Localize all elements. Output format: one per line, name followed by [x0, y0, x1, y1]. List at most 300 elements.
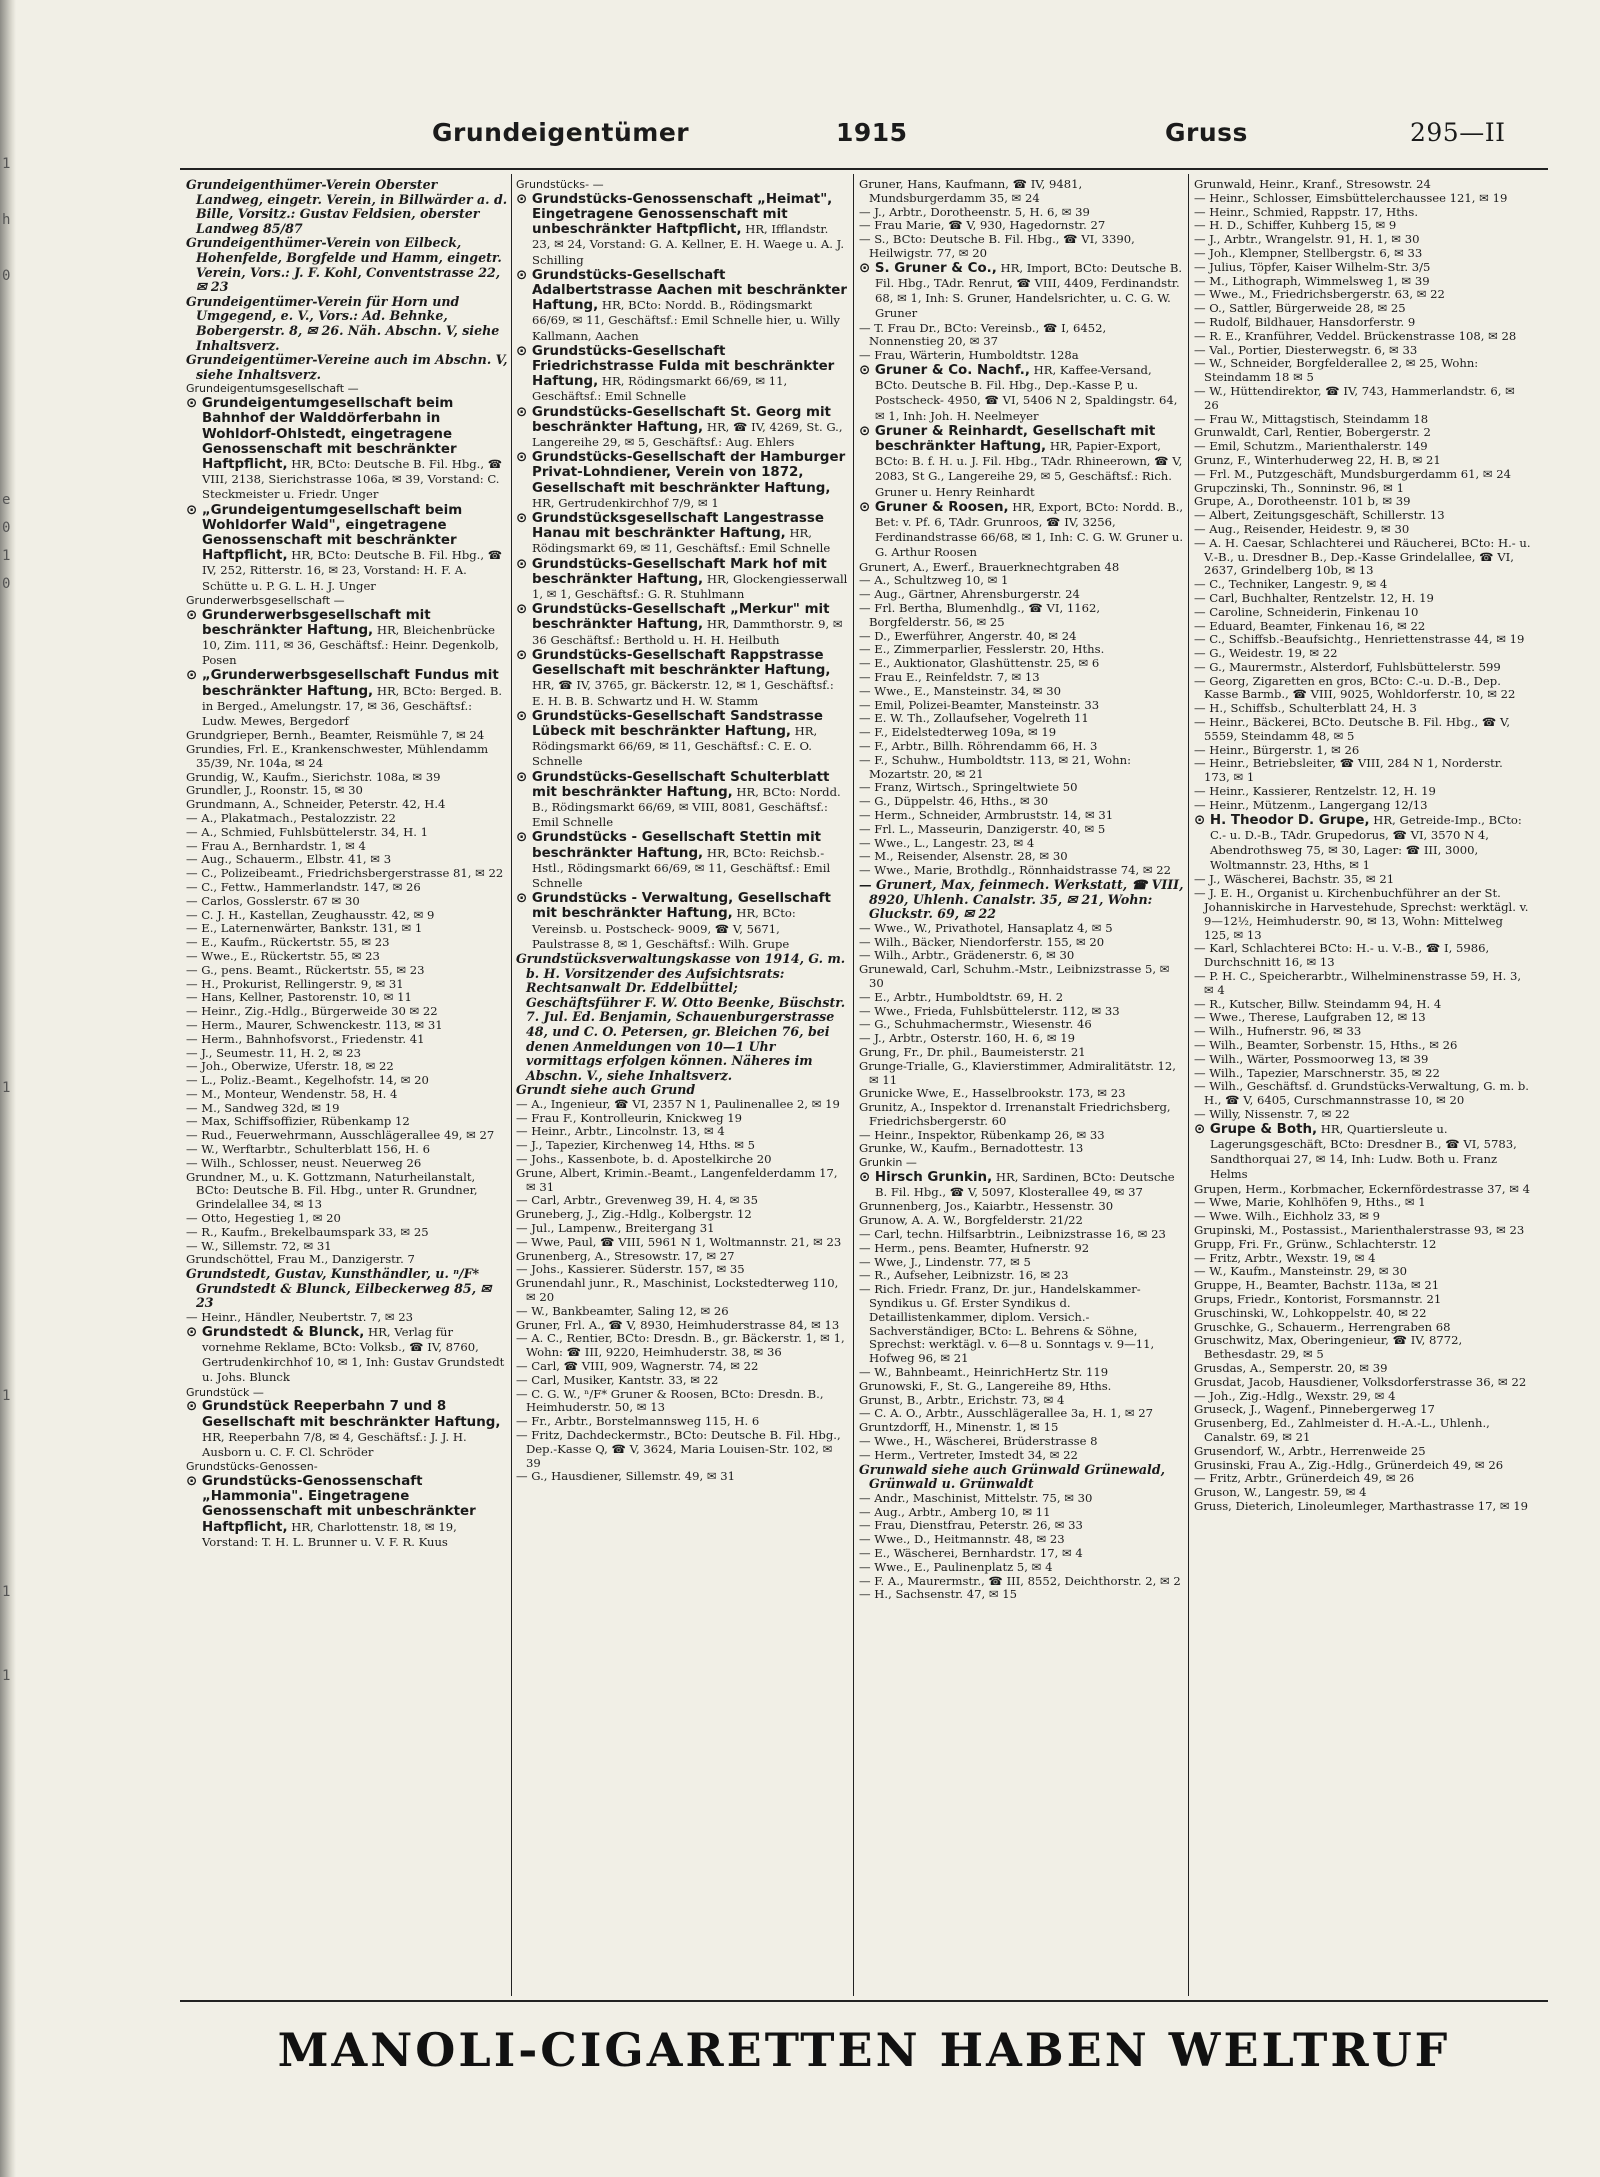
directory-entry: [516, 1112, 849, 1126]
entry-text: — G., Schuhmachermstr., Wiesenstr. 46: [859, 1017, 1092, 1032]
company-entry: [516, 511, 849, 557]
advertisement-banner: MANOLI-CIGARETTEN HABEN WELTRUF: [277, 2023, 1451, 2077]
entry-text: — G., Hausdiener, Sillemstr. 49, ✉ 31: [516, 1469, 736, 1484]
entry-text: — R. E., Kranführer, Veddel. Brückenstrasse 108, ✉ 28: [1194, 328, 1517, 343]
entry-text: — Wwe, J., Lindenstr. 77, ✉ 5: [859, 1254, 1031, 1269]
entry-text: Grunenberg, A., Stresowstr. 17, ✉ 27: [516, 1248, 735, 1263]
directory-entry: [516, 1429, 849, 1470]
directory-entry: [186, 909, 508, 923]
company-entry: [516, 192, 849, 268]
directory-entry: [186, 1088, 508, 1102]
entry-text: — Fritz, Arbtr., Grünerdeich 49, ✉ 26: [1194, 1471, 1415, 1486]
entry-text: Grundeigentümer-Verein für Horn und Umgegend, e. V., Vors.: Ad. Behnke, Bobergerstr. 8, ✉ 26. Näh. Abschn. V, siehe Inhaltsverz.: [186, 293, 500, 353]
directory-entry: [1194, 970, 1531, 998]
company-entry: [186, 668, 508, 729]
entry-details: HR, Glockengiesserwall 1, ✉ 1, Geschäftsf.: G. R. Stuhlmann: [532, 571, 848, 602]
directory-entry: [186, 867, 508, 881]
directory-entry: [186, 1019, 508, 1033]
directory-entry: [1194, 1321, 1531, 1335]
directory-entry: [1194, 1265, 1531, 1279]
entry-text: — C. G. W., ⁿ/F* Gruner & Roosen, BCto: Dresdn. B., Heimhuderstr. 50, ✉ 13: [516, 1386, 824, 1415]
header-section-title: Grundeigentümer: [432, 118, 690, 147]
directory-entry: [516, 1083, 849, 1098]
directory-entry: [859, 1283, 1184, 1366]
entry-text: — C., Schiffsb.-Beaufsichtg., Henriettenstrasse 44, ✉ 19: [1194, 632, 1525, 647]
company-entry: [186, 1325, 508, 1386]
entry-text: — F., Eidelstedterweg 109a, ✉ 19: [859, 725, 1057, 740]
directory-entry: [516, 1415, 849, 1429]
entry-text: — H. D., Schiffer, Kuhberg 15, ✉ 9: [1194, 218, 1397, 233]
entry-text: — D., Ewerführer, Angerstr. 40, ✉ 24: [859, 628, 1077, 643]
entry-text: — Herm., Vertreter, Imstedt 34, ✉ 22: [859, 1447, 1078, 1462]
directory-entry: [1194, 1053, 1531, 1067]
entry-text: Grundstedt, Gustav, Kunsthändler, u. ⁿ/F* Grundstedt & Blunck, Eilbeckerweg 85, ✉ 23: [186, 1266, 492, 1311]
entry-text: ⊙ Hirsch Grunkin,: [859, 1170, 993, 1186]
directory-entry: [1194, 1376, 1531, 1390]
directory-entry: [1194, 482, 1531, 496]
footer-rule: [180, 2000, 1548, 2002]
entry-text: — Grunert, Max, feinmech. Werkstatt, ☎ VIII, 8920, Uhlenh. Canalstr. 35, ✉ 21, Wohn: Gluckstr. 69, ✉ 22: [859, 876, 1184, 922]
entry-text: — M., Reisender, Alsenstr. 28, ✉ 30: [859, 849, 1068, 864]
directory-entry: [186, 743, 508, 771]
directory-entry: [1194, 426, 1531, 440]
directory-entry: [186, 1157, 508, 1171]
directory-entry: [1194, 316, 1531, 330]
entry-text: — Karl, Schlachterei BCto: H.- u. V.-B., ☎ I, 5986, Durchschnitt 16, ✉ 13: [1194, 941, 1490, 970]
entry-text: — Johs., Kassenbote, b. d. Apostelkirche 20: [516, 1152, 772, 1167]
directory-entry: [1194, 247, 1531, 261]
entry-text: Grundeigentümer-Vereine auch im Abschn. V, siehe Inhaltsverz.: [186, 352, 508, 382]
entry-text: — Rudolf, Bildhauer, Hansdorferstr. 9: [1194, 314, 1416, 329]
entry-text: Grunewald, Carl, Schuhm.-Mstr., Leibnizstrasse 5, ✉ 30: [859, 962, 1170, 990]
directory-entry: [516, 1277, 849, 1305]
adjacent-page-edge-text: 1 h 0 e 0 1 0 1 1 1 1: [2, 156, 11, 1684]
directory-entry: [859, 1588, 1184, 1602]
directory-entry: [1194, 620, 1531, 634]
directory-entry: [186, 1267, 508, 1311]
entry-text: Grundstück —: [186, 1385, 264, 1399]
company-entry: [1194, 1122, 1531, 1183]
entry-text: Grunwald, Heinr., Kranf., Stresowstr. 24: [1194, 178, 1431, 191]
entry-text: — Wwe, Paul, ☎ VIII, 5961 N 1, Woltmannstr. 21, ✉ 23: [516, 1234, 842, 1249]
entry-text: Grundler, J., Roonstr. 15, ✉ 30: [186, 783, 363, 798]
entry-text: — Emil, Schutzm., Marienthalerstr. 149: [1194, 439, 1428, 454]
directory-entry: [1194, 702, 1531, 716]
entry-text: Grundeigenthümer-Verein von Eilbeck, Hohenfelde, Borgfelde und Hamm, eingetr. Verein, Vors.: J. F. Kohl, Conventstrasse 22, ✉ 23: [186, 235, 502, 295]
company-entry: [859, 424, 1184, 500]
directory-entry: [516, 1305, 849, 1319]
entry-text: ⊙ Grundstücks - Gesellschaft Stettin mit beschränkter Haftung,: [516, 830, 822, 861]
entry-text: ⊙ Gruner & Roosen,: [859, 499, 1009, 515]
directory-entry: [859, 630, 1184, 644]
company-entry: [516, 268, 849, 344]
directory-entry: [186, 840, 508, 854]
directory-entry: [186, 895, 508, 909]
entry-details: HR, Papier-Export, BCto: B. f. H. u. J. Fil. Hbg., TAdr. Rhineerown, ☎ V, 2083, St G., Langereihe 29, ✉ 5, Geschäftsf.: Rich. Gruner u. Henry Reinhardt: [875, 439, 1183, 499]
directory-entry: [516, 1139, 849, 1153]
directory-entry: [859, 1435, 1184, 1449]
directory-entry: [859, 1228, 1184, 1242]
directory-entry: [516, 1194, 849, 1208]
entry-text: Grunwald siehe auch Grünwald Grünewald, Grünwald u. Grünwaldt: [859, 1461, 1166, 1492]
entry-text: ⊙ Grundstücks-Genossenschaft „Hammonia". Eingetragene Genossenschaft mit unbeschränkter Haftpflicht,: [186, 1474, 476, 1535]
directory-entry: [859, 1256, 1184, 1270]
entry-text: Gruschinski, W., Lohkoppelstr. 40, ✉ 22: [1194, 1305, 1427, 1320]
directory-entry: [859, 781, 1184, 795]
directory-entry: [859, 726, 1184, 740]
entry-text: — R., Aufseher, Leibnizstr. 16, ✉ 23: [859, 1268, 1069, 1283]
entry-text: Grundeigentumsgesellschaft —: [186, 382, 359, 396]
entry-details: HR, Ifflandstr. 23, ✉ 24, Vorstand: G. A. Kellner, E. H. Waege u. A. J. Schilling: [532, 222, 845, 267]
company-entry: [186, 396, 508, 502]
company-entry: [516, 891, 849, 952]
entry-text: Grundner, M., u. K. Gottzmann, Naturheilanstalt, BCto: Deutsche B. Fil. Hbg., unter R. Grundner, Grindelallee 34, ✉ 13: [186, 1169, 478, 1212]
directory-entry: [1194, 1039, 1531, 1053]
directory-entry: [1194, 1459, 1531, 1473]
directory-entry: [1194, 744, 1531, 758]
entry-details: HR, Gertrudenkirchhof 7/9, ✉ 1: [532, 495, 719, 510]
entry-text: — Georg, Zigaretten en gros, BCto: C.-u. D.-B., Dep. Kasse Barmb., ☎ VIII, 9025, Wohldorferstr. 10, ✉ 22: [1194, 673, 1516, 702]
entry-text: — Otto, Hegestieg 1, ✉ 20: [186, 1211, 341, 1226]
entry-text: — Frl. M., Putzgeschäft, Mundsburgerdamm 61, ✉ 24: [1194, 466, 1512, 481]
header-catchword: Gruss: [1165, 118, 1248, 147]
entry-text: — Julius, Töpfer, Kaiser Wilhelm-Str. 3/5: [1194, 259, 1431, 274]
entry-text: — Carlos, Gosslerstr. 67 ✉ 30: [186, 893, 360, 908]
entry-text: — Heinr., Schlosser, Eimsbüttelerchaussee 121, ✉ 19: [1194, 190, 1508, 205]
entry-details: HR, Sardinen, BCto: Deutsche B. Fil. Hbg., ☎ V, 5097, Klosterallee 49, ✉ 37: [875, 1170, 1175, 1200]
entry-text: — Aug., Arbtr., Amberg 10, ✉ 11: [859, 1504, 1051, 1519]
directory-entry: [186, 826, 508, 840]
directory-entry: [186, 853, 508, 867]
directory-entry: [859, 1421, 1184, 1435]
entry-text: — Frau, Wärterin, Humboldtstr. 128a: [859, 348, 1079, 363]
directory-entry: [1194, 578, 1531, 592]
entry-text: — Johs., Kassierer. Süderstr. 157, ✉ 35: [516, 1262, 745, 1277]
directory-entry: [1194, 509, 1531, 523]
directory-entry: [1194, 1293, 1531, 1307]
directory-entry: [516, 1125, 849, 1139]
entry-details: HR, BCto: Vereinsb. u. Postscheck- 9009, ☎ V, 5671, Paulstrasse 8, ✉ 1, Geschäftsf.: Wilh. Grupe: [532, 906, 796, 951]
entry-text: Grunnenberg, Jos., Kaiarbtr., Hessenstr. 30: [859, 1199, 1114, 1214]
entry-text: — J. E. H., Organist u. Kirchenbuchführer an der St. Johanniskirche in Harvestehude, Sprechst: werktägl. v. 9—12½, Heimhuderstr. 90, ✉ 13, Wohn: Mittelweg 125, ✉ 13: [1194, 886, 1529, 942]
directory-entry: [859, 795, 1184, 809]
entry-text: Grundstücksverwaltungskasse von 1914, G. m. b. H. Vorsitzender des Aufsichtsrats: Rechtsanwalt Dr. Eddelbüttel; Geschäftsführer F. W. Otto Beenke, Büschstr. 7. Jul. Ed. Benjamin, Schauenburgerstrasse 48, und C. O. Petersen, gr. Bleichen 76, bei denen Anmeldungen von 10—1 Uhr vormittags erfolgen können. Näheres im Abschn. V., siehe Inhaltsverz.: [516, 950, 846, 1083]
entry-text: — Fritz, Arbtr., Wexstr. 19, ✉ 4: [1194, 1250, 1376, 1265]
directory-entry: [859, 233, 1184, 261]
company-entry: [859, 363, 1184, 424]
company-entry: [186, 1399, 508, 1460]
entry-text: — Frau Marie, ☎ V, 930, Hagedornstr. 27: [859, 218, 1106, 233]
entry-text: ⊙ Grunderwerbsgesellschaft mit beschränkter Haftung,: [186, 607, 431, 638]
directory-entry: [859, 1463, 1184, 1492]
entry-text: Grupen, Herm., Korbmacher, Eckernfördestrasse 37, ✉ 4: [1194, 1181, 1530, 1196]
entry-text: — Joh., Klempner, Stellbergstr. 6, ✉ 33: [1194, 245, 1423, 260]
directory-entry: [859, 1547, 1184, 1561]
entry-text: — Carl, Buchhalter, Rentzelstr. 12, H. 19: [1194, 590, 1434, 605]
directory-entry: [516, 1470, 849, 1484]
directory-entry: [516, 1332, 849, 1360]
directory-entry: [1194, 440, 1531, 454]
entry-text: — Wilh., Geschäftsf. d. Grundstücks-Verwaltung, G. m. b. H., ☎ V, 6405, Curschmannstrasse 10, ✉ 20: [1194, 1079, 1529, 1108]
entry-text: — Fritz, Dachdeckermstr., BCto: Deutsche B. Fil. Hbg., Dep.-Kasse Q, ☎ V, 3624, Maria Louisen-Str. 102, ✉ 39: [516, 1428, 841, 1470]
entry-details: HR, Rödingsmarkt 66/69, ✉ 11, Geschäftsf.: C. E. O. Schnelle: [532, 723, 818, 769]
company-entry: [516, 450, 849, 511]
directory-entry: [186, 1226, 508, 1240]
directory-entry: [859, 1407, 1184, 1421]
entry-text: Grundig, W., Kaufm., Sierichstr. 108a, ✉ 39: [186, 769, 441, 784]
entry-text: — Wwe., E., Rückertstr. 55, ✉ 23: [186, 948, 380, 963]
directory-entry: [186, 1115, 508, 1129]
directory-entry: [859, 823, 1184, 837]
entry-text: — Rud., Feuerwehrmann, Ausschlägerallee 49, ✉ 27: [186, 1128, 495, 1143]
entry-text: — Wilh., Hufnerstr. 96, ✉ 33: [1194, 1024, 1362, 1039]
entry-text: Grunderwerbsgesellschaft —: [186, 593, 345, 607]
section-heading: [186, 382, 508, 396]
entry-text: — Val., Portier, Diesterwegstr. 6, ✉ 33: [1194, 342, 1418, 357]
directory-entry: [186, 1005, 508, 1019]
directory-entry: [859, 1046, 1184, 1060]
directory-entry: [859, 1506, 1184, 1520]
entry-details: HR, Kaffee-Versand, BCto. Deutsche B. Fil. Hbg., Dep.-Kasse P, u. Postscheck- 4950, ☎ VI, 5406 N 2, Spaldingstr. 64, ✉ 1, Inh: Joh. H. Neelmeyer: [875, 362, 1178, 423]
directory-entry: [1194, 675, 1531, 703]
company-entry: [186, 1474, 508, 1550]
directory-entry: [859, 754, 1184, 782]
company-entry: [516, 709, 849, 770]
header-year: 1915: [836, 118, 908, 147]
entry-text: Grunst, B., Arbtr., Erichstr. 73, ✉ 4: [859, 1392, 1065, 1407]
entry-text: — A., Schmied, Fuhlsbüttelerstr. 34, H. 1: [186, 824, 429, 839]
entry-text: ⊙ „Grunderwerbsgesellschaft Fundus mit beschränkter Haftung,: [186, 668, 499, 699]
directory-entry: [1194, 344, 1531, 358]
entry-text: — F. A., Maurermstr., ☎ III, 8552, Deichthorstr. 2, ✉ 2: [859, 1573, 1181, 1588]
entry-text: — J., Arbtr., Osterstr. 160, H. 6, ✉ 19: [859, 1031, 1076, 1046]
directory-entry: [859, 1060, 1184, 1088]
entry-text: — L., Poliz.-Beamt., Kegelhofstr. 14, ✉ 20: [186, 1073, 429, 1088]
entry-text: — Carl, techn. Hilfsarbtrin., Leibnizstrasse 16, ✉ 23: [859, 1227, 1166, 1242]
entry-details: HR, Getreide-Imp., BCto: C.- u. D.-B., TAdr. Grupedorus, ☎ VI, 3570 N 4, Abendrothsweg 75, ✉ 30, Lager: ☎ III, 3000, Woltmannstr. 23, Hths, ✉ 1: [1210, 812, 1522, 873]
directory-entry: [859, 1214, 1184, 1228]
entry-text: Grunowski, F., St. G., Langereihe 89, Hths.: [859, 1378, 1112, 1393]
entry-text: — Frl. L., Masseurin, Danzigerstr. 40, ✉ 5: [859, 821, 1106, 836]
directory-entry: [186, 1171, 508, 1212]
directory-entry: [186, 729, 508, 743]
section-heading: [859, 1156, 1184, 1170]
directory-entry: [1194, 592, 1531, 606]
directory-entry: [859, 991, 1184, 1005]
directory-entry: [1194, 1307, 1531, 1321]
entry-details: HR, ☎ IV, 3765, gr. Bäckerstr. 12, ✉ 1, Geschäftsf.: E. H. B. B. Schwartz und H. W. Stamm: [532, 678, 834, 708]
entry-text: — Heinr., Bäckerei, BCto. Deutsche B. Fil. Hbg., ☎ V, 5559, Steindamm 48, ✉ 5: [1194, 715, 1511, 743]
entry-text: — Heinr., Inspektor, Rübenkamp 26, ✉ 33: [859, 1127, 1105, 1142]
entry-text: ⊙ Gruner & Reinhardt, Gesellschaft mit beschränkter Haftung,: [859, 423, 1156, 454]
entry-details: HR, Verlag für vornehme Reklame, BCto: Volksb., ☎ IV, 8760, Gertrudenkirchhof 10, ✉ 1, Inh: Gustav Grundstedt u. Johs. Blunck: [202, 1324, 505, 1385]
entry-text: ⊙ Grundstücks - Verwaltung, Gesellschaft mit beschränkter Haftung,: [516, 891, 831, 922]
entry-text: — Herm., Bahnhofsvorst., Friedenstr. 41: [186, 1031, 425, 1046]
directory-entry: [516, 1374, 849, 1388]
entry-text: Grupe, A., Dorotheenstr. 101 b, ✉ 39: [1194, 494, 1411, 509]
entry-text: — G., Weidestr. 19, ✉ 22: [1194, 646, 1338, 661]
company-entry: [1194, 813, 1531, 874]
directory-entry: [859, 178, 1184, 206]
company-entry: [859, 500, 1184, 561]
entry-details: HR, ☎ IV, 4269, St. G., Langereihe 29, ✉ 5, Geschäftsf.: Aug. Ehlers: [532, 419, 843, 450]
entry-text: Grunkin —: [859, 1156, 917, 1170]
directory-entry: [1194, 219, 1531, 233]
directory-entry: [859, 712, 1184, 726]
company-entry: [516, 405, 849, 451]
entry-text: — J., Seumestr. 11, H. 2, ✉ 23: [186, 1045, 361, 1060]
entry-text: Gruseck, J., Wagenf., Pinnebergerweg 17: [1194, 1402, 1435, 1417]
entry-text: — Franz, Wirtsch., Springeltwiete 50: [859, 780, 1078, 795]
directory-entry: [859, 1087, 1184, 1101]
entry-text: ⊙ S. Gruner & Co.,: [859, 260, 997, 276]
directory-entry: [186, 922, 508, 936]
directory-entry: [1194, 275, 1531, 289]
entry-text: — H., Sachsenstr. 47, ✉ 15: [859, 1587, 1018, 1602]
page-header: [180, 118, 1548, 158]
directory-entry: [1194, 495, 1531, 509]
entry-details: HR, BCto: Nordd. B., Rödingsmarkt 66/69, ✉ 11, Geschäftsf.: Emil Schnelle hier, u. Willy Kallmann, Aachen: [532, 298, 840, 343]
directory-entry: [186, 812, 508, 826]
directory-entry: [186, 236, 508, 294]
directory-entry: [859, 850, 1184, 864]
directory-column-1: [186, 178, 508, 1993]
entry-text: — Wilh., Bäcker, Niendorferstr. 155, ✉ 20: [859, 934, 1105, 949]
directory-entry: [516, 1319, 849, 1333]
entry-text: — W., Schneider, Borgfelderallee 2, ✉ 25, Wohn: Steindamm 18 ✉ 5: [1194, 356, 1479, 385]
directory-entry: [186, 1311, 508, 1325]
entry-text: Grundt siehe auch Grund: [516, 1082, 696, 1098]
entry-text: — Caroline, Schneiderin, Finkenau 10: [1194, 604, 1419, 619]
directory-entry: [859, 671, 1184, 685]
entry-text: — Wwe., H., Wäscherei, Brüderstrasse 8: [859, 1434, 1098, 1449]
directory-entry: [859, 1018, 1184, 1032]
directory-entry: [859, 1380, 1184, 1394]
entry-details: HR, BCto: Deutsche B. Fil. Hbg., ☎ IV, 252, Ritterstr. 16, ✉ 23, Vorstand: H. F. A. Schütte u. P. G. L. H. J. Unger: [202, 548, 503, 593]
directory-entry: [516, 1263, 849, 1277]
directory-entry: [859, 206, 1184, 220]
entry-text: — H., Schiffsb., Schulterblatt 24, H. 3: [1194, 701, 1417, 716]
company-entry: [859, 261, 1184, 322]
directory-entry: [1194, 1445, 1531, 1459]
entry-text: ⊙ Grundstücks-Gesellschaft Rappstrasse Gesellschaft mit beschränkter Haftung,: [516, 647, 831, 679]
directory-entry: [1194, 233, 1531, 247]
section-heading: [186, 1386, 508, 1400]
entry-text: — E. W. Th., Zollaufseher, Vogelreth 11: [859, 711, 1089, 726]
directory-entry: [859, 1561, 1184, 1575]
entry-text: — Andr., Maschinist, Mittelstr. 75, ✉ 30: [859, 1490, 1093, 1505]
entry-text: — Joh., Oberwize, Uferstr. 18, ✉ 22: [186, 1059, 394, 1074]
directory-entry: [1194, 385, 1531, 413]
entry-text: — F., Schuhw., Humboldtstr. 113, ✉ 21, Wohn: Mozartstr. 20, ✉ 21: [859, 752, 1131, 781]
directory-entry: [859, 1575, 1184, 1589]
directory-entry: [186, 881, 508, 895]
entry-text: — Wwe., Therese, Laufgraben 12, ✉ 13: [1194, 1010, 1426, 1025]
page-number: 295—II: [1410, 118, 1506, 147]
directory-entry: [859, 963, 1184, 991]
entry-text: — W., Sillemstr. 72, ✉ 31: [186, 1238, 332, 1253]
directory-entry: [859, 561, 1184, 575]
entry-text: Grunicke Wwe, E., Hasselbrookstr. 173, ✉ 23: [859, 1086, 1126, 1101]
directory-entry: [859, 1129, 1184, 1143]
directory-entry: [859, 1269, 1184, 1283]
entry-details: HR, Bleichenbrücke 10, Zim. 111, ✉ 36, Geschäftsf.: Heinr. Degenkolb, Posen: [202, 622, 499, 668]
directory-entry: [859, 878, 1184, 922]
entry-text: ⊙ Grundstücks-Genossenschaft „Heimat", Eingetragene Genossenschaft mit unbeschränkter Haftpflicht,: [516, 191, 833, 238]
directory-entry: [1194, 1472, 1531, 1486]
directory-entry: [859, 1242, 1184, 1256]
entry-text: ⊙ Grundstücks-Gesellschaft „Merkur" mit beschränkter Haftung,: [516, 602, 830, 633]
entry-text: Grundgrieper, Bernh., Beamter, Reismühle 7, ✉ 24: [186, 728, 485, 743]
entry-text: ⊙ Grundeigentumgesellschaft beim Bahnhof der Walddörferbahn in Wohldorf-Ohlstedt, eingetragene Genossenschaft mit beschränkter Haftpflicht,: [186, 396, 457, 472]
directory-entry: [859, 949, 1184, 963]
entry-details: HR, Rödingsmarkt 69, ✉ 11, Geschäftsf.: Emil Schnelle: [532, 526, 831, 556]
entry-text: — W., Kaufm., Mansteinstr. 29, ✉ 30: [1194, 1264, 1408, 1279]
company-entry: [516, 557, 849, 603]
directory-entry: [859, 685, 1184, 699]
section-heading: [186, 594, 508, 608]
entry-text: ⊙ Grundstück Reeperbahn 7 und 8 Gesellschaft mit beschränkter Haftung,: [186, 1399, 501, 1430]
entry-text: — G., Düppelstr. 46, Hths., ✉ 30: [859, 794, 1049, 809]
directory-entry: [1194, 357, 1531, 385]
entry-text: — Carl, Musiker, Kantstr. 33, ✉ 22: [516, 1372, 719, 1387]
entry-text: ⊙ H. Theodor D. Grupe,: [1194, 812, 1370, 828]
entry-details: HR, BCto: Deutsche B. Fil. Hbg., ☎ VIII, 2138, Sierichstrasse 106a, ✉ 39, Vorstand: C. Steckmeister u. Friedr. Unger: [202, 456, 503, 502]
directory-entry: [1194, 454, 1531, 468]
entry-text: Grundies, Frl. E., Krankenschwester, Mühlendamm 35/39, Nr. 104a, ✉ 24: [186, 741, 489, 770]
entry-text: Grusendorf, W., Arbtr., Herrenweide 25: [1194, 1443, 1426, 1458]
entry-text: — M., Lithograph, Wimmelsweg 1, ✉ 39: [1194, 273, 1430, 288]
entry-text: — Frau F., Kontrolleurin, Knickweg 19: [516, 1110, 743, 1125]
entry-text: ⊙ „Grundeigentumgesellschaft beim Wohldorfer Wald", eingetragene Genossenschaft mit beschränkter Haftpflicht,: [186, 502, 463, 564]
entry-text: Grunge-Trialle, G., Klavierstimmer, Admiralitätstr. 12, ✉ 11: [859, 1058, 1176, 1087]
company-entry: [516, 770, 849, 831]
entry-text: — C. J. H., Kastellan, Zeughausstr. 42, ✉ 9: [186, 907, 435, 922]
directory-entry: [186, 1129, 508, 1143]
entry-text: Grundschöttel, Frau M., Danzigerstr. 7: [186, 1252, 415, 1267]
directory-entry: [1194, 1390, 1531, 1404]
company-entry: [859, 1170, 1184, 1200]
entry-text: — F., Arbtr., Billh. Röhrendamm 66, H. 3: [859, 738, 1098, 753]
directory-entry: [1194, 1224, 1531, 1238]
directory-entry: [859, 643, 1184, 657]
entry-text: — Aug., Schauerm., Elbstr. 41, ✉ 3: [186, 852, 392, 867]
directory-entry: [516, 1236, 849, 1250]
entry-text: — Heinr., Schmied, Rappstr. 17, Hths.: [1194, 204, 1418, 219]
directory-entry: [1194, 998, 1531, 1012]
entry-text: — Carl, ☎ VIII, 909, Wagnerstr. 74, ✉ 22: [516, 1359, 759, 1374]
directory-entry: [859, 1005, 1184, 1019]
entry-text: — Heinr., Mützenm., Langergang 12/13: [1194, 797, 1428, 812]
directory-entry: [1194, 413, 1531, 427]
directory-entry: [1194, 261, 1531, 275]
entry-text: — Eduard, Beamter, Finkenau 16, ✉ 22: [1194, 618, 1426, 633]
directory-entry: [859, 1366, 1184, 1380]
entry-text: Grung, Fr., Dr. phil., Baumeisterstr. 21: [859, 1044, 1086, 1059]
entry-text: — T. Frau Dr., BCto: Vereinsb., ☎ I, 6452, Nonnenstieg 20, ✉ 37: [859, 320, 1107, 349]
entry-text: — Max, Schiffsoffizier, Rübenkamp 12: [186, 1114, 410, 1129]
entry-text: — Heinr., Kassierer, Rentzelstr. 12, H. 19: [1194, 784, 1436, 799]
entry-text: ⊙ Grundstedt & Blunck,: [186, 1324, 365, 1340]
entry-text: Grupp, Fri. Fr., Grünw., Schlachterstr. 12: [1194, 1236, 1437, 1251]
directory-entry: [1194, 1238, 1531, 1252]
directory-entry: [859, 1032, 1184, 1046]
directory-entry: [1194, 785, 1531, 799]
entry-text: — Wwe., D., Heitmannstr. 48, ✉ 23: [859, 1532, 1065, 1547]
directory-entry: [186, 771, 508, 785]
entry-text: Grundstücks- —: [516, 178, 604, 191]
entry-text: — Emil, Polizei-Beamter, Mansteinstr. 33: [859, 697, 1100, 712]
